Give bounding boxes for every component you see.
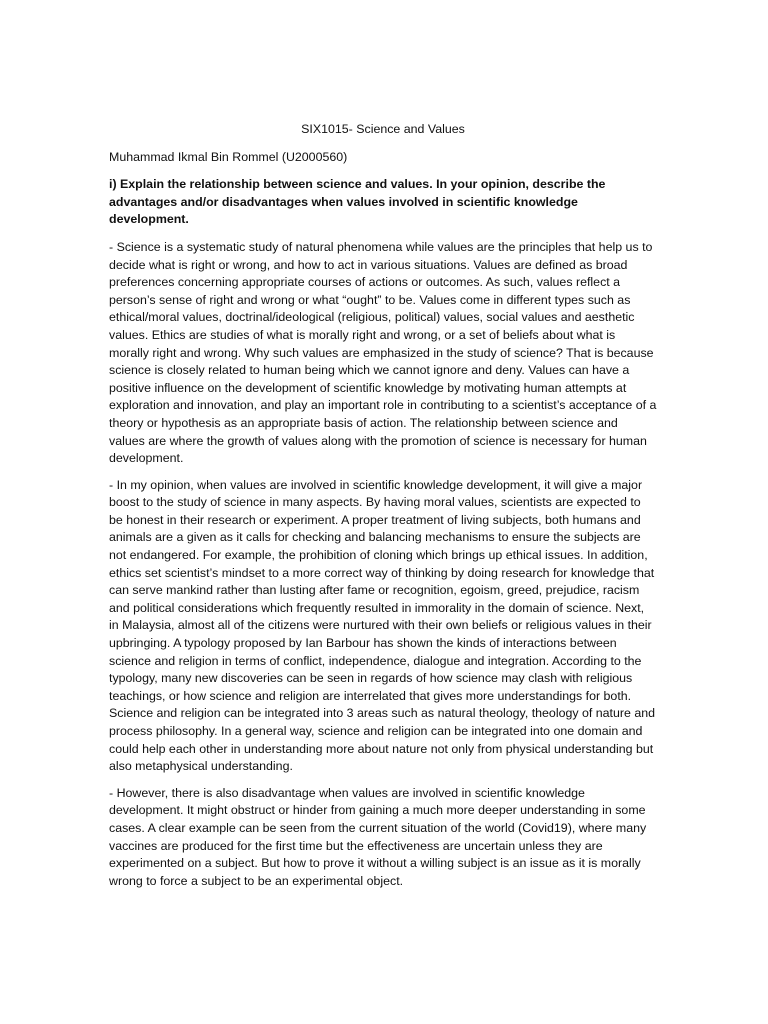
document-body [109, 121, 657, 899]
document-title: SIX1015- Science and Values [301, 122, 465, 136]
question-heading: i) Explain the relationship between science and values. In your opinion, describe the advantages and/or disadvantages when values involved in scientific knowledge development. [109, 177, 606, 227]
paragraph-advantages: - In my opinion, when values are involved in scientific knowledge development, it will give a major boost to the study of science in many aspects. By having moral values, scientists are expected to be honest in their research or experiment. A proper treatment of living subjects, both humans and animals are a given as it calls for checking and balancing mechanisms to ensure the subjects are not endangered. For example, the prohibition of cloning which brings up ethical issues. In addition, ethics set scientist’s mindset to a more correct way of thinking by doing research for knowledge that can serve mankind rather than lusting after fame or recognition, egoism, greed, prejudice, racism and political considerations which frequently resulted in immorality in the domain of science. Next, in Malaysia, almost all of the citizens were nurtured with their own beliefs or religious values in their upbringing. A typology proposed by Ian Barbour has shown the kinds of interactions between science and religion in terms of conflict, independence, dialogue and integration. According to the typology, many new discoveries can be seen in regards of how science may clash with religious teachings, or how science and religion are interrelated that gives more understandings for both. Science and religion can be integrated into 3 areas such as natural theology, theology of nature and process philosophy. In a general way, science and religion can be integrated into one domain and could help each other in understanding more about nature not only from physical understanding but also metaphysical understanding. [109, 477, 656, 774]
paragraph-disadvantages: - However, there is also disadvantage when values are involved in scientific knowledge development. It might obstruct or hinder from gaining a much more deeper understanding in some cases. A clear example can be seen from the current situation of the world (Covid19), where many vaccines are produced for the first time but the effectiveness are uncertain unless they are experimented on a subject. But how to prove it without a willing subject is an issue as it is morally wrong to force a subject to be an experimental object. [109, 785, 647, 888]
paragraph-relationship: - Science is a systematic study of natural phenomena while values are the principles that help us to decide what is right or wrong, and how to act in various situations. Values are defined as broad preferences concerning appropriate courses of actions or outcomes. As such, values reflect a person’s sense of right and wrong or what “ought” to be. Values come in different types such as ethical/moral values, doctrinal/ideological (religious, political) values, social values and aesthetic values. Ethics are studies of what is morally right and wrong, or a set of beliefs about what is morally right and wrong. Why such values are emphasized in the study of science? That is because science is closely related to human being which we cannot ignore and deny. Values can have a positive influence on the development of scientific knowledge by motivating human attempts at exploration and innovation, and play an important role in contributing to a scientist’s acceptance of a theory or hypothesis as an appropriate basis of action. The relationship between science and values are where the growth of values along with the promotion of science is necessary for human development. [109, 239, 657, 466]
author-line: Muhammad Ikmal Bin Rommel (U2000560) [109, 149, 348, 164]
